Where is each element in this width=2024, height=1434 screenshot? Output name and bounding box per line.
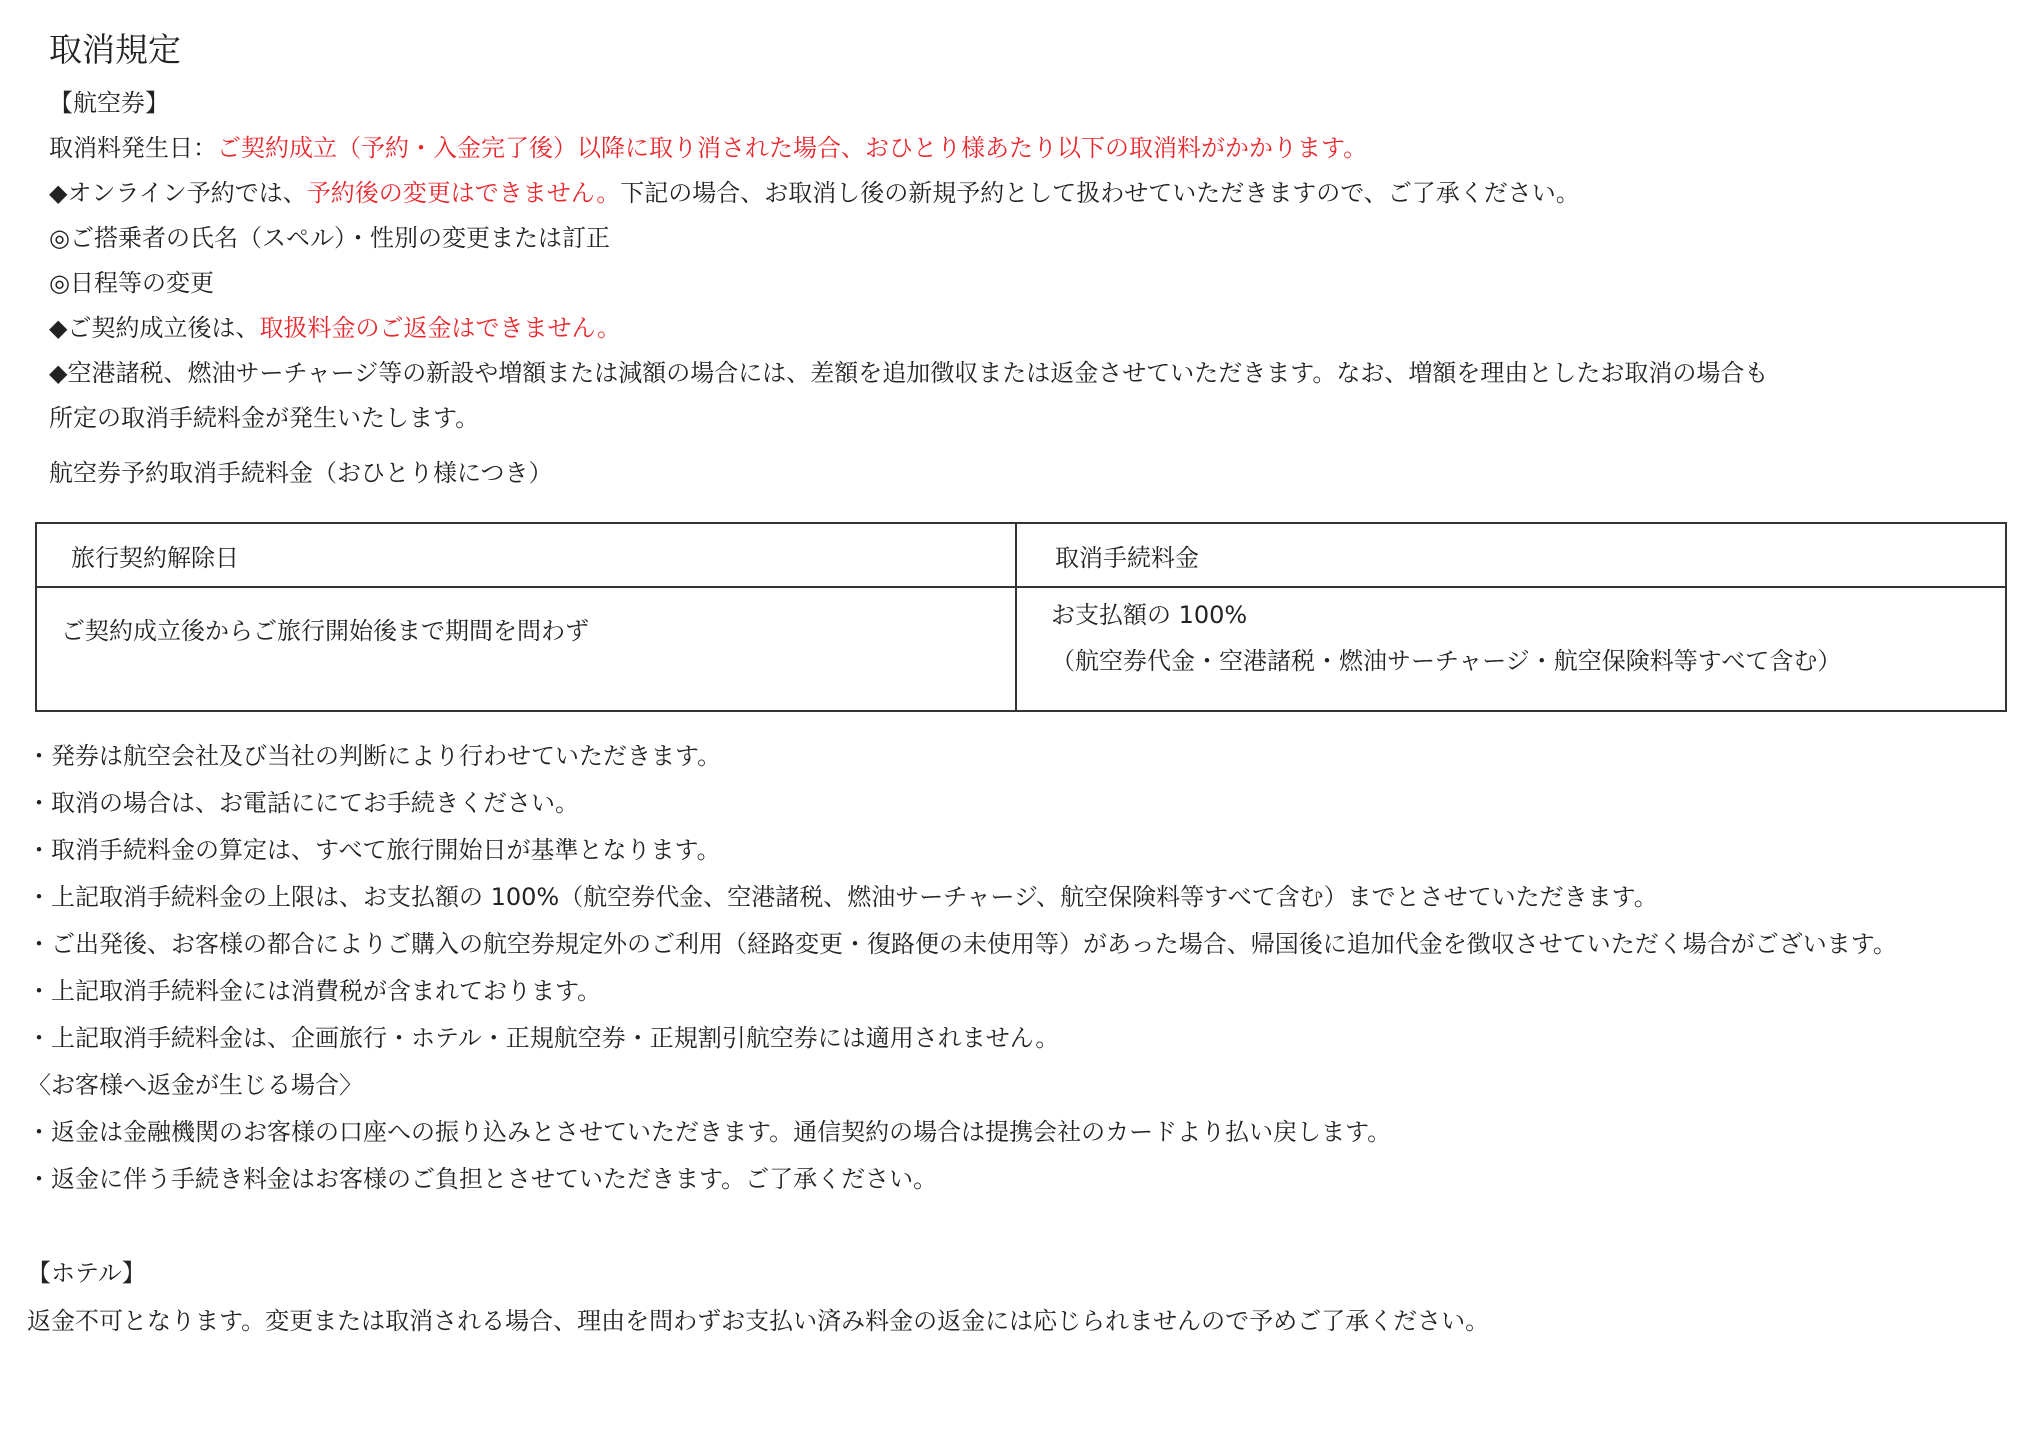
hotel-heading: 【ホテル】 (27, 1259, 146, 1287)
header-cancel-fee: 取消手続料金 (1055, 544, 1199, 572)
hotel-text: 返金不可となります。変更または取消される場合、理由を問わずお支払い済み料金の返金には応じられませんので予めご了承ください。 (27, 1307, 1490, 1335)
handling-fee-emphasis: 取扱料金のご返金はできません。 (259, 314, 621, 342)
fee-line-1: お支払額の 100% (1051, 601, 1248, 629)
refund-note-fee: ・返金に伴う手続き料金はお客様のご負担とさせていただきます。ご了承ください。 (27, 1165, 938, 1193)
online-prefix: ◆オンライン予約では、 (49, 179, 307, 207)
note-upper-limit: ・上記取消手続料金の上限は、お支払額の 100%（航空券代金、空港諸税、燃油サーチャージ、航空保険料等すべて含む）までとさせていただきます。 (27, 883, 1658, 911)
table-cell-fee (1016, 587, 2006, 711)
refund-note-transfer: ・返金は金融機関のお客様の口座への振り込みとさせていただきます。通信契約の場合は提携会社のカードより払い戻します。 (27, 1118, 1392, 1146)
table-row (36, 587, 2006, 711)
note-calculation: ・取消手続料金の算定は、すべて旅行開始日が基準となります。 (27, 836, 721, 864)
refund-heading: 〈お客様へ返金が生じる場合〉 (27, 1071, 363, 1099)
table-caption: 航空券予約取消手続料金（おひとり様につき） (49, 459, 553, 487)
note-not-applicable: ・上記取消手続料金は、企画旅行・ホテル・正規航空券・正規割引航空券には適用されません。 (27, 1024, 1060, 1052)
tax-line-2: 所定の取消手続料金が発生いたします。 (49, 404, 480, 432)
note-tax-included: ・上記取消手続料金には消費税が含まれております。 (27, 977, 602, 1005)
note-phone: ・取消の場合は、お電話ににてお手続きください。 (27, 789, 579, 817)
online-booking-line (49, 176, 1580, 210)
period-text: ご契約成立後からご旅行開始後まで期間を問わず (61, 617, 589, 645)
handling-fee-prefix: ◆ご契約成立後は、 (49, 314, 260, 342)
airline-heading: 【航空券】 (49, 89, 169, 117)
handling-fee-line (49, 311, 621, 345)
page-title: 取消規定 (49, 30, 181, 69)
fee-text (1017, 588, 2005, 684)
header-cancel-date: 旅行契約解除日 (71, 544, 239, 572)
table-header (1016, 523, 2006, 587)
online-suffix: 下記の場合、お取消し後の新規予約として扱わせていただきますので、ご了承ください。 (620, 179, 1580, 207)
table-cell-period (36, 587, 1016, 711)
fee-date-emphasis: ご契約成立（予約・入金完了後）以降に取り消された場合、おひとり様あたり以下の取消料がかかります。 (217, 134, 1368, 162)
change-case-schedule: ◎日程等の変更 (49, 269, 214, 297)
fee-line-2: （航空券代金・空港諸税・燃油サーチャージ・航空保険料等すべて含む） (1051, 647, 1842, 675)
table-header (36, 523, 1016, 587)
cancellation-fee-table (35, 522, 2007, 712)
fee-date-line (49, 131, 1367, 165)
tax-line-1: ◆空港諸税、燃油サーチャージ等の新設や増額または減額の場合には、差額を追加徴収または返金させていただきます。なお、増額を理由としたお取消の場合も (49, 359, 1769, 387)
fee-date-label: 取消料発生日： (49, 134, 217, 162)
note-ticketing: ・発券は航空会社及び当社の判断により行わせていただきます。 (27, 742, 722, 770)
online-emphasis: 予約後の変更はできません。 (306, 179, 621, 207)
change-case-name: ◎ご搭乗者の氏名（スペル）・性別の変更または訂正 (49, 224, 610, 252)
table-header-row (36, 523, 2006, 587)
note-after-departure: ・ご出発後、お客様の都合によりご購入の航空券規定外のご利用（経路変更・復路便の未使用等）があった場合、帰国後に追加代金を徴収させていただく場合がございます。 (27, 930, 1897, 958)
